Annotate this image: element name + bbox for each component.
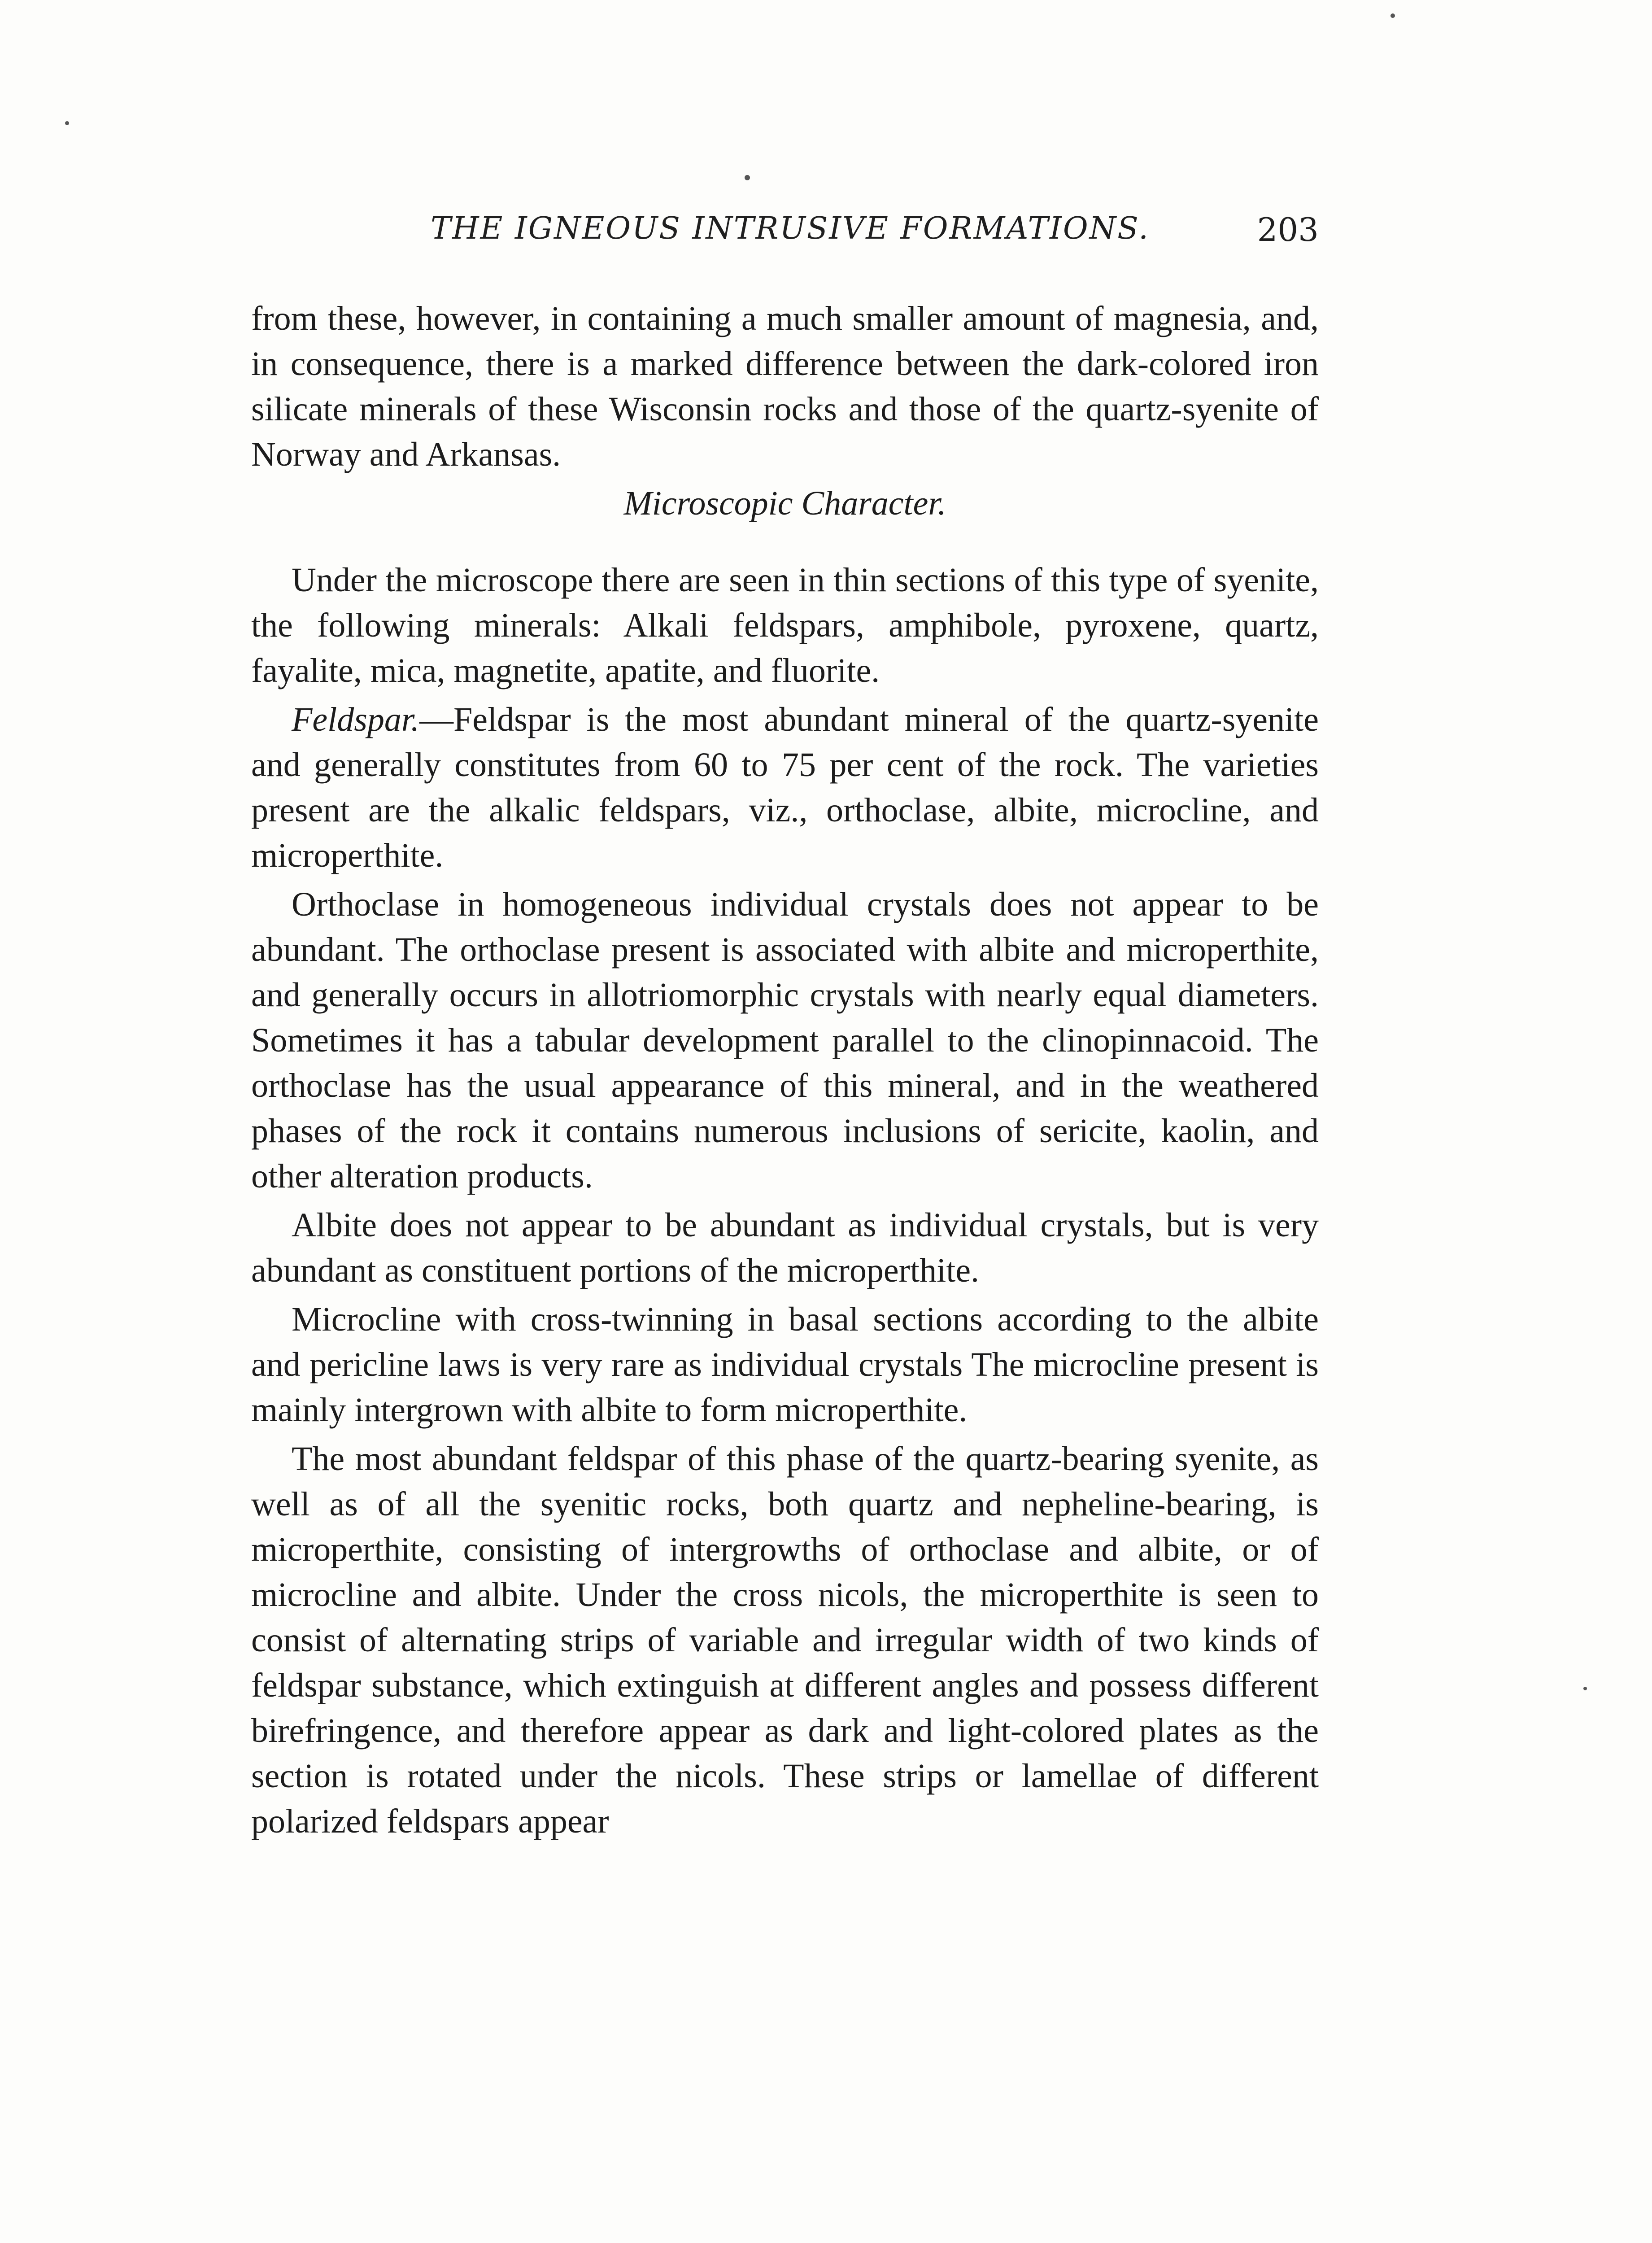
running-title: THE IGNEOUS INTRUSIVE FORMATIONS. bbox=[431, 211, 1150, 246]
section-heading: Microscopic Character. bbox=[623, 484, 946, 522]
scan-speck bbox=[65, 121, 69, 125]
paragraph-microperthite: The most abundant feldspar of this phase of the quartz-bearing syenite, as well as of all the syenitic rocks, both quartz and nepheline-bearing, is microperthite, consisting of intergrowths of orthoclase and albite, or of microcline and albite. Under the cross nicols, the microperthite is seen to consist of alternating strips of variable and irregular width of two kinds of feldspar substance, which extinguish at different angles and possess different birefringence, and therefore appear as dark and light-colored plates as the section is rotated under the nicols. These strips or lamellae of different polarized feldspars appear bbox=[251, 1440, 1319, 1840]
feldspar-lead: Feldspar. bbox=[292, 701, 419, 738]
paragraph-microcline: Microcline with cross-twinning in basal sections according to the albite and pericline laws is very rare as individual crystals The microcline present is mainly intergrown with albite to form microperthite. bbox=[251, 1300, 1319, 1429]
page-header bbox=[251, 211, 1319, 260]
scan-speck bbox=[745, 175, 750, 180]
paragraph-albite: Albite does not appear to be abundant as individual crystals, but is very abundant as constituent portions of the microperthite. bbox=[251, 1206, 1319, 1289]
page-number: 203 bbox=[1257, 211, 1319, 249]
feldspar-text: —Feldspar is the most abundant mineral of the quartz-syenite and generally constitutes from 60 to 75 per cent of the rock. The varieties present are the alkalic feldspars, viz., orthoclase, albite, microcline, and microperthite. bbox=[251, 701, 1319, 874]
paragraph-continuation: from these, however, in containing a much smaller amount of magnesia, and, in consequence, there is a marked difference between the dark-colored iron silicate minerals of these Wisconsin rocks and those of the quartz-syenite of Norway and Arkansas. bbox=[251, 300, 1319, 473]
paragraph-feldspar bbox=[251, 697, 1319, 878]
scan-speck bbox=[1583, 1687, 1587, 1690]
paragraph-orthoclase: Orthoclase in homogeneous individual crystals does not appear to be abundant. The orthoclase present is associated with albite and microperthite, and generally occurs in allotriomorphic crystals with nearly equal diameters. Sometimes it has a tabular development parallel to the clinopinnacoid. The orthoclase has the usual appearance of this mineral, and in the weathered phases of the rock it contains numerous inclusions of sericite, kaolin, and other alteration products. bbox=[251, 886, 1319, 1195]
page-body bbox=[251, 296, 1319, 1844]
paragraph-minerals-intro: Under the microscope there are seen in thin sections of this type of syenite, the following minerals: Alkali feldspars, amphibole, pyroxene, quartz, fayalite, mica, magnetite, apatite, and fluorite. bbox=[251, 561, 1319, 689]
scan-speck bbox=[1390, 13, 1395, 18]
